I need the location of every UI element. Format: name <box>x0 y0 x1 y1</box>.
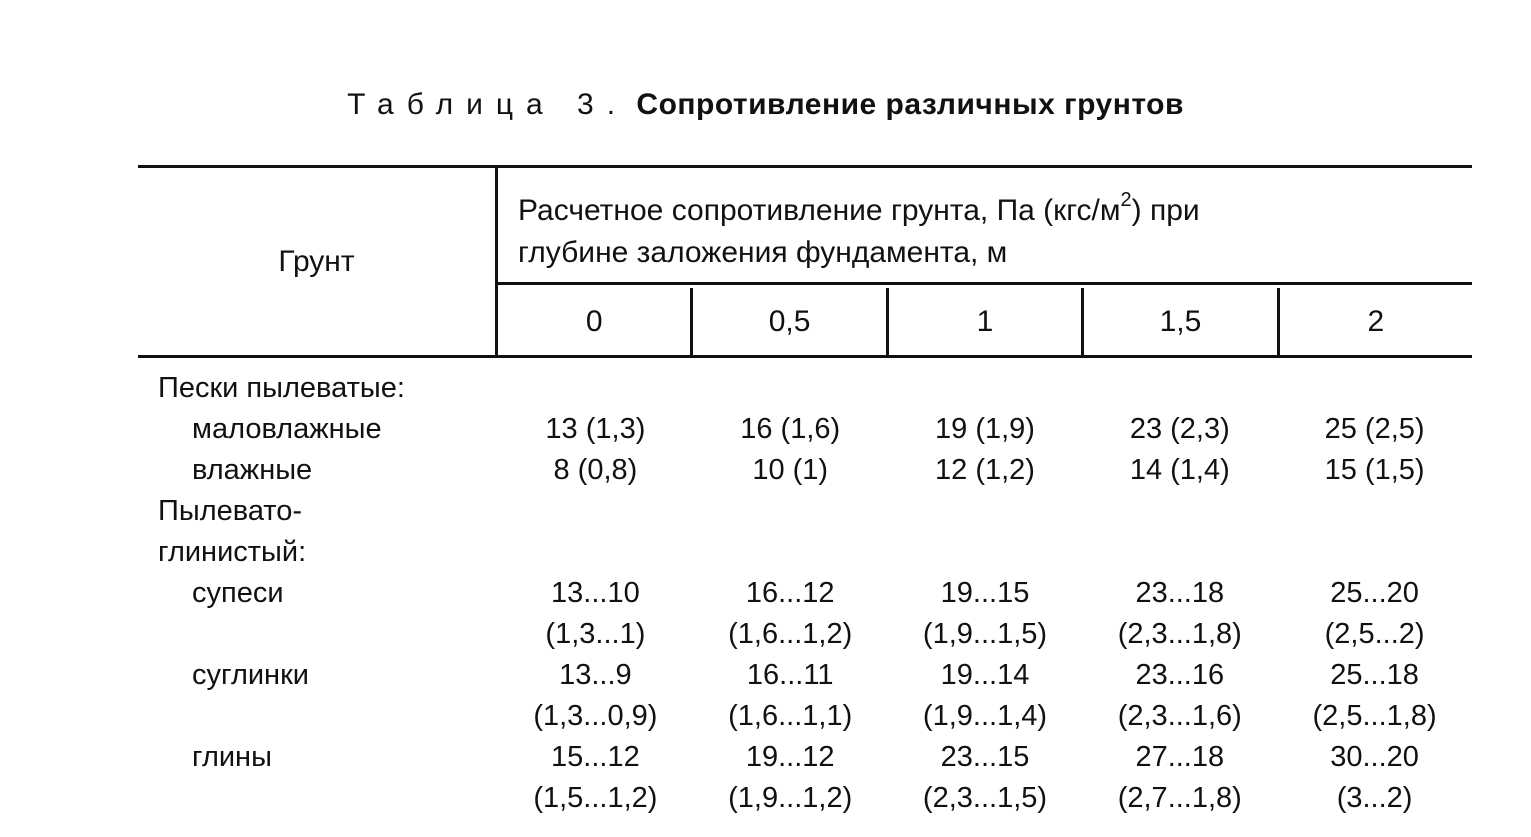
cell-value-pa: 13 (1,3) <box>545 413 646 445</box>
cell-value-pa: 25...18 <box>1330 659 1419 691</box>
table-cell <box>693 532 888 573</box>
cell-value-pa: 12 (1,2) <box>935 454 1035 486</box>
header-soil: Грунт <box>138 168 498 355</box>
table-cell <box>498 573 693 655</box>
row-soil-name: Пылевато- <box>158 495 303 527</box>
cell-value-kgs: (2,3...1,5) <box>922 782 1048 814</box>
cell-value-pa: 19...15 <box>940 577 1030 609</box>
table-cell <box>1082 368 1277 409</box>
table-cell <box>1082 573 1277 655</box>
table-row <box>138 655 1472 737</box>
table-cell <box>498 409 693 450</box>
cell-value-kgs: (1,3...1) <box>545 618 646 650</box>
header-depth-2: 2 <box>1367 304 1385 338</box>
header-depths <box>498 288 1472 355</box>
cell-value-pa: 23...16 <box>1135 659 1225 691</box>
cell-value-pa: 10 (1) <box>752 454 829 486</box>
table-cell <box>1277 368 1472 409</box>
row-soil-name: глины <box>192 741 272 773</box>
table-cell <box>498 491 693 532</box>
cell-value-kgs: (1,9...1,5) <box>922 618 1048 650</box>
cell-value-kgs: (2,3...1,8) <box>1117 618 1242 650</box>
row-soil-name: Пески пылеватые: <box>158 372 405 404</box>
table-row <box>138 573 1472 655</box>
cell-value-pa: 13...9 <box>559 659 632 691</box>
table-cell <box>888 737 1083 819</box>
table-cell <box>1277 491 1472 532</box>
cell-value-kgs: (2,5...2) <box>1324 618 1425 650</box>
table-title: Сопротивление различных грунтов <box>636 88 1184 121</box>
table-cell <box>1082 655 1277 737</box>
table-cell <box>498 368 693 409</box>
table-cell <box>498 655 693 737</box>
cell-value-pa: 25...20 <box>1330 577 1419 609</box>
table-row <box>138 491 1472 532</box>
table-cell <box>498 450 693 491</box>
row-soil-name: суглинки <box>192 659 309 691</box>
table-cell <box>1082 532 1277 573</box>
row-soil-name: маловлажные <box>192 413 382 445</box>
cell-value-pa: 23...15 <box>940 741 1030 773</box>
table-cell <box>1277 532 1472 573</box>
table-cell <box>1277 655 1472 737</box>
cell-value-pa: 15...12 <box>551 741 640 773</box>
cell-value-pa: 25 (2,5) <box>1324 413 1425 445</box>
table-cell <box>693 737 888 819</box>
cell-value-pa: 14 (1,4) <box>1129 454 1230 486</box>
table-cell <box>693 368 888 409</box>
table-cell <box>498 737 693 819</box>
table-cell <box>498 532 693 573</box>
table-cell <box>888 491 1083 532</box>
table-row <box>138 409 1472 450</box>
table-cell <box>888 409 1083 450</box>
cell-value-pa: 8 (0,8) <box>553 454 638 486</box>
table-cell <box>693 655 888 737</box>
table-cell <box>888 532 1083 573</box>
table-cell <box>888 655 1083 737</box>
header-resistance-line2: глубине заложения фундамента, м <box>518 236 1008 269</box>
row-soil-name: влажные <box>192 454 313 486</box>
cell-value-pa: 27...18 <box>1135 741 1225 773</box>
table-number: Таблица 3. <box>347 88 629 121</box>
cell-value-pa: 19...14 <box>940 659 1030 691</box>
table-cell <box>1277 573 1472 655</box>
cell-value-kgs: (1,5...1,2) <box>533 782 658 814</box>
cell-value-pa: 13...10 <box>551 577 640 609</box>
table-body <box>138 358 1472 819</box>
table-row <box>138 450 1472 491</box>
cell-value-kgs: (1,9...1,4) <box>922 700 1048 732</box>
table-cell <box>1082 491 1277 532</box>
cell-value-pa: 16 (1,6) <box>740 413 841 445</box>
table-cell <box>888 450 1083 491</box>
table-cell <box>1082 409 1277 450</box>
table-cell <box>1277 737 1472 819</box>
table-row <box>138 737 1472 819</box>
table-row <box>138 532 1472 573</box>
cell-value-pa: 23 (2,3) <box>1129 413 1230 445</box>
table-cell <box>693 491 888 532</box>
table-cell <box>1082 737 1277 819</box>
table-header <box>138 165 1472 358</box>
header-depth-0: 0 <box>498 288 693 355</box>
header-depth-0-5: 0,5 <box>693 288 888 355</box>
table-cell <box>693 450 888 491</box>
table-cell <box>693 409 888 450</box>
cell-value-kgs: (1,6...1,2) <box>728 618 853 650</box>
cell-value-kgs: (1,3...0,9) <box>533 700 658 732</box>
cell-value-pa: 15 (1,5) <box>1324 454 1425 486</box>
header-depth-1-5: 1,5 <box>1084 288 1279 355</box>
cell-value-kgs: (1,9...1,2) <box>728 782 853 814</box>
cell-value-kgs: (2,3...1,6) <box>1117 700 1242 732</box>
cell-value-kgs: (2,7...1,8) <box>1117 782 1242 814</box>
header-superscript: 2 <box>1120 189 1132 211</box>
cell-value-kgs: (2,5...1,8) <box>1312 700 1437 732</box>
cell-value-pa: 23...18 <box>1135 577 1225 609</box>
table-cell <box>888 368 1083 409</box>
header-resistance-line1-end: ) при <box>1131 194 1200 227</box>
header-resistance <box>498 168 1472 285</box>
table-caption <box>0 88 1531 122</box>
table-cell <box>1082 450 1277 491</box>
table-row <box>138 368 1472 409</box>
soil-resistance-table <box>138 165 1472 819</box>
table-cell <box>1277 409 1472 450</box>
cell-value-pa: 19...12 <box>745 741 835 773</box>
cell-value-pa: 16...11 <box>746 659 834 691</box>
header-resistance-line1: Расчетное сопротивление грунта, Па (кгс/м <box>518 194 1121 227</box>
cell-value-kgs: (3...2) <box>1336 782 1413 814</box>
table-cell <box>1277 450 1472 491</box>
cell-value-kgs: (1,6...1,1) <box>728 700 853 732</box>
table-cell <box>693 573 888 655</box>
cell-value-pa: 30...20 <box>1330 741 1419 773</box>
table-cell <box>888 573 1083 655</box>
cell-value-pa: 16...12 <box>745 577 835 609</box>
row-soil-name: супеси <box>192 577 284 609</box>
row-soil-name: глинистый: <box>158 536 307 568</box>
cell-value-pa: 19 (1,9) <box>935 413 1035 445</box>
header-depth-1: 1 <box>889 288 1084 355</box>
